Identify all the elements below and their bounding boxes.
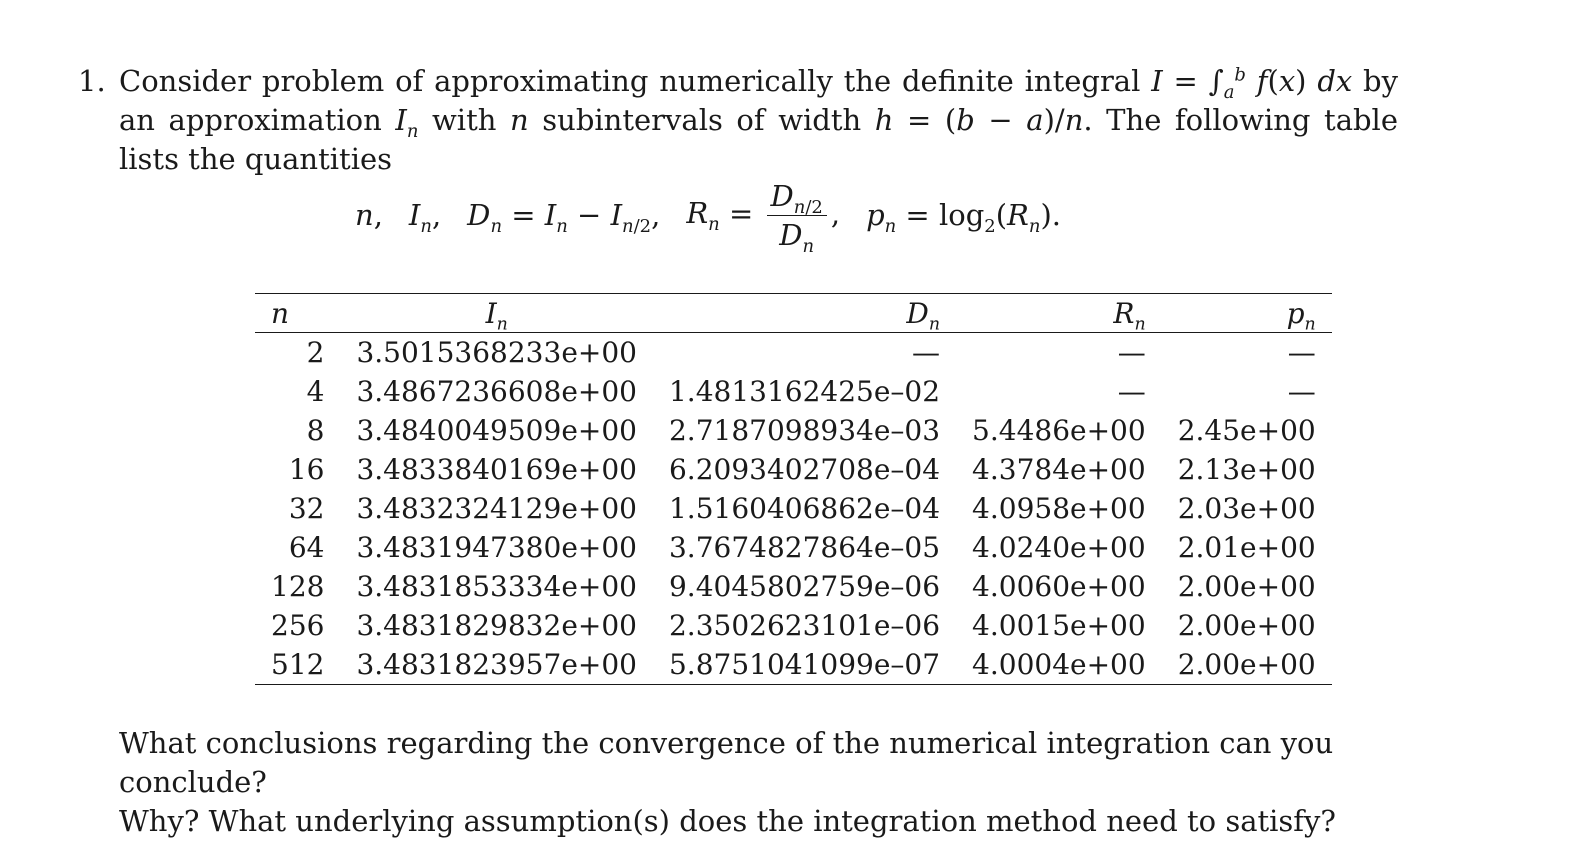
cell-Rn: 4.0015e+00 <box>972 609 1146 642</box>
cell-Rn: 4.0958e+00 <box>972 492 1146 525</box>
cell-pn: 2.01e+00 <box>1177 531 1316 564</box>
cell-Rn: — <box>1117 375 1146 408</box>
formula-pn: $p_n = \log_2(R_n)$. <box>866 198 1061 237</box>
cell-n: 64 <box>288 531 325 564</box>
header-Dn: $D_n$ <box>653 294 956 333</box>
cell-n: 256 <box>271 609 325 642</box>
cell-Rn: 4.0060e+00 <box>972 570 1146 603</box>
cell-Dn: 9.4045802759e–06 <box>668 570 941 603</box>
header-n: n <box>255 294 340 333</box>
cell-Dn: 2.3502623101e–06 <box>668 609 941 642</box>
cell-In: 3.4831947380e+00 <box>356 531 637 564</box>
problem-intro-5: The following table lists the quantities <box>119 103 1398 176</box>
cell-Rn: 4.3784e+00 <box>972 453 1146 486</box>
cell-In: 3.5015368233e+00 <box>356 336 637 369</box>
cell-pn: — <box>1287 336 1316 369</box>
cell-pn: 2.00e+00 <box>1177 648 1316 681</box>
problem-intro-4: subintervals of width <box>542 103 862 137</box>
question-line-2: Why? What underlying assumption(s) does the integration method need to satisfy? <box>119 804 1336 838</box>
cell-Rn: 5.4486e+00 <box>972 414 1146 447</box>
problem-body <box>119 62 1398 179</box>
table-row <box>255 333 1332 373</box>
table-row <box>255 606 1332 645</box>
table-row <box>255 372 1332 411</box>
formula-Dn: $D_n = I_n - I_{n/2}$, <box>467 198 661 237</box>
cell-n: 512 <box>271 648 325 681</box>
question-text <box>119 724 1399 841</box>
cell-n: 8 <box>306 414 325 447</box>
cell-Dn: 6.2093402708e–04 <box>668 453 941 486</box>
problem-intro-1: Consider problem of approximating numerically the definite integral <box>119 64 1141 98</box>
convergence-table <box>255 293 1332 685</box>
cell-Rn: 4.0240e+00 <box>972 531 1146 564</box>
cell-In: 3.4833840169e+00 <box>356 453 637 486</box>
cell-Dn: 1.4813162425e–02 <box>668 375 941 408</box>
formula-Rn: $R_n$ = $\frac{D_{n/2}}{D_n}$ , <box>686 178 841 257</box>
n-symbol: n <box>510 103 529 137</box>
cell-n: 2 <box>306 336 325 369</box>
formula-In: $I_n$, <box>408 198 442 237</box>
cell-pn: 2.03e+00 <box>1177 492 1316 525</box>
cell-Rn: 4.0004e+00 <box>972 648 1146 681</box>
header-In: $I_n$ <box>340 294 653 333</box>
problem-number: 1. <box>78 64 106 98</box>
table-header-row <box>255 294 1332 333</box>
cell-n: 4 <box>306 375 325 408</box>
problem-intro-2: by an approximation <box>119 64 1398 137</box>
cell-n: 32 <box>288 492 325 525</box>
cell-Rn: — <box>1117 336 1146 369</box>
cell-pn: 2.00e+00 <box>1177 609 1316 642</box>
table-row <box>255 450 1332 489</box>
table-row <box>255 411 1332 450</box>
quantities-formula <box>355 170 1061 260</box>
cell-n: 16 <box>288 453 325 486</box>
cell-pn: 2.13e+00 <box>1177 453 1316 486</box>
table-row <box>255 567 1332 606</box>
cell-Dn: 3.7674827864e–05 <box>668 531 941 564</box>
table-row <box>255 645 1332 685</box>
question-line-1: What conclusions regarding the convergence of the numerical integration can you conclude? <box>119 726 1334 799</box>
problem-statement <box>78 62 1398 179</box>
cell-In: 3.4831823957e+00 <box>356 648 637 681</box>
integral-expression: $I = \int_a^b$ f(x) dx <box>1151 64 1353 103</box>
cell-Dn: 1.5160406862e–04 <box>668 492 941 525</box>
cell-In: 3.4832324129e+00 <box>356 492 637 525</box>
cell-pn: 2.00e+00 <box>1177 570 1316 603</box>
cell-pn: — <box>1287 375 1316 408</box>
problem-intro-3: with <box>431 103 497 137</box>
header-Rn: $R_n$ <box>956 294 1162 333</box>
approx-symbol: $I_n$ <box>395 103 419 142</box>
cell-In: 3.4840049509e+00 <box>356 414 637 447</box>
cell-pn: 2.45e+00 <box>1177 414 1316 447</box>
header-pn: $p_n$ <box>1162 294 1332 333</box>
cell-In: 3.4867236608e+00 <box>356 375 637 408</box>
width-expression: h = (b − a)/n. <box>874 103 1093 137</box>
formula-n: n, <box>355 198 383 232</box>
table-row <box>255 489 1332 528</box>
cell-In: 3.4831829832e+00 <box>356 609 637 642</box>
cell-Dn: 2.7187098934e–03 <box>668 414 941 447</box>
cell-Dn: 5.8751041099e–07 <box>668 648 941 681</box>
cell-In: 3.4831853334e+00 <box>356 570 637 603</box>
ratio-fraction: $\frac{D_{n/2}}{D_n}$ <box>767 179 827 252</box>
table-row <box>255 528 1332 567</box>
cell-Dn: — <box>912 336 941 369</box>
cell-n: 128 <box>271 570 325 603</box>
